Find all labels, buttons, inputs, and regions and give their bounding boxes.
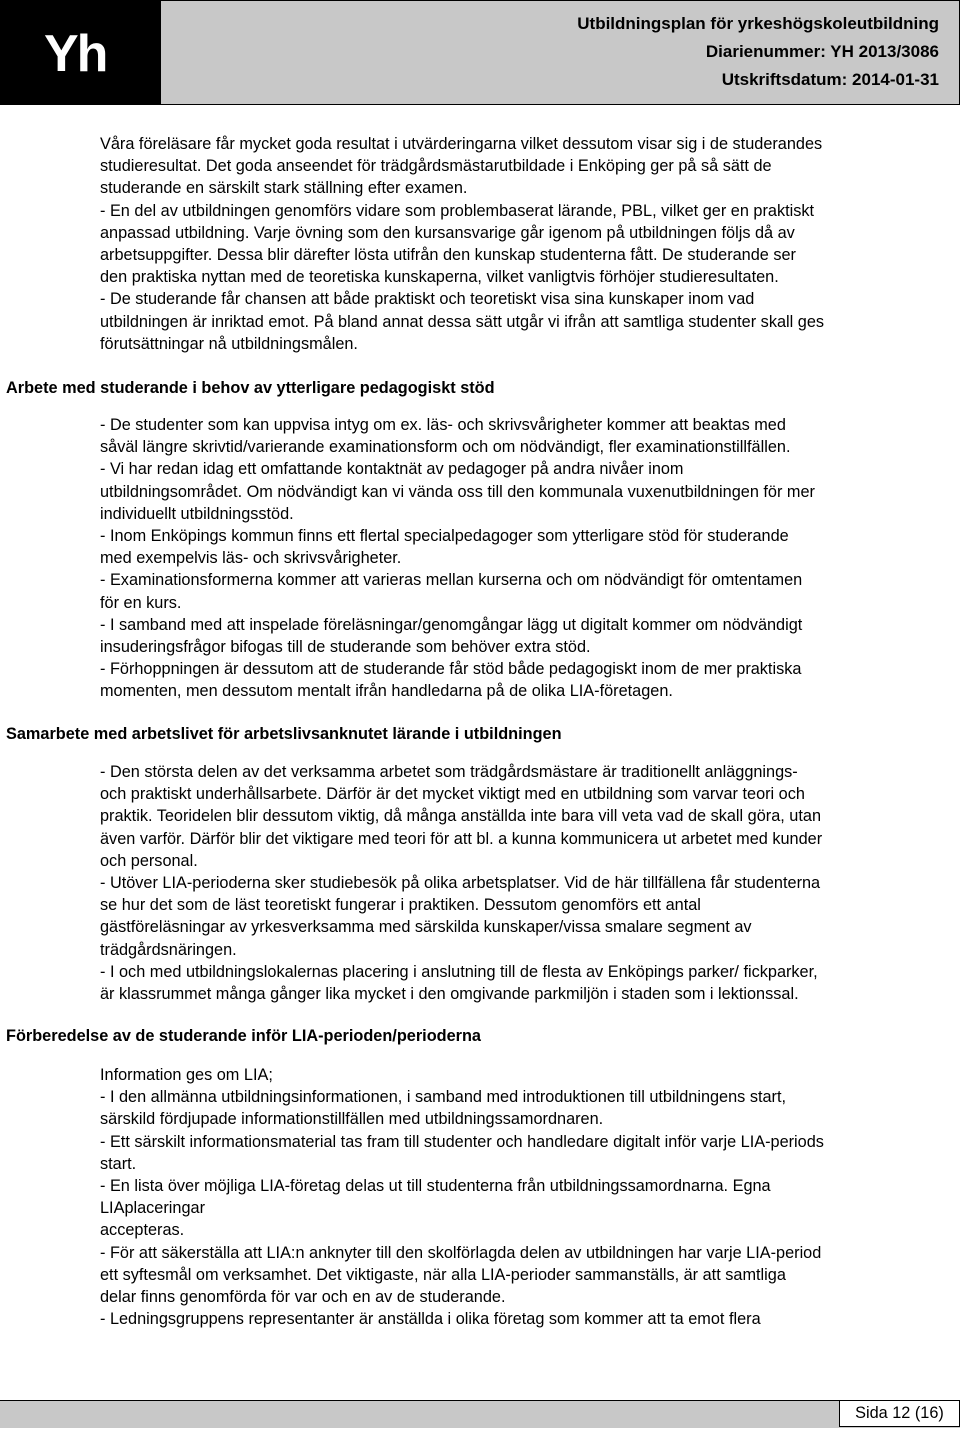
text-line: - De studenter som kan uppvisa intyg om ex. läs- och skrivsvårigheter kommer att beaktas med [100, 416, 786, 434]
text-line: utbildningen är inriktad emot. På bland annat dessa sätt utgår vi ifrån att samtliga studenter skall ges [100, 312, 825, 331]
text-line: momenten, men dessutom mentalt ifrån handledarna på de olika LIA-företagen. [100, 682, 673, 701]
intro-paragraph [100, 133, 960, 355]
text-line: - För att säkerställa att LIA:n anknyter till den skolförlagda delen av utbildningen har varje LIA-period [100, 1243, 822, 1262]
text-line: praktik. Teoridelen blir dessutom viktig, då många anställda inte bara vill veta vad de skall göra, utan [100, 807, 821, 826]
text-line: insuderingsfrågor bifogas till de studerande som behöver extra stöd. [100, 638, 591, 657]
page-number: Sida 12 (16) [839, 1400, 960, 1427]
text-line: - Ledningsgruppens representanter är anställda i olika företag som kommer att ta emot flera [100, 1310, 761, 1329]
text-line: - Examinationsformerna kommer att varieras mellan kurserna och om nödvändigt för omtentamen [100, 571, 803, 590]
text-line: - Förhoppningen är dessutom att de studerande får stöd både pedagogiskt inom de mer praktiska [100, 660, 802, 679]
text-line: - Den största delen av det verksamma arbetet som trädgårdsmästare är traditionellt anläggnings- [100, 763, 798, 781]
text-line: - Vi har redan idag ett omfattande kontaktnät av pedagoger på andra nivåer inom [100, 460, 684, 479]
text-line: start. [100, 1154, 137, 1173]
section-lia-preparation [100, 1064, 960, 1330]
page-footer [0, 1400, 960, 1428]
text-line: Information ges om LIA; [100, 1066, 273, 1084]
document-title: Utbildningsplan för yrkeshögskoleutbildning [577, 14, 939, 33]
text-line: den praktiska nyttan med de teoretiska kunskaperna, vilket vanligtvis förhöjer studieresultaten. [100, 268, 779, 287]
text-line: delar finns genomförda för var och en av de studerande. [100, 1288, 506, 1307]
text-line: även varför. Därför blir det viktigare med teori för att bl. a kunna kommunicera ut arbetet med kunder [100, 829, 823, 848]
text-line: utbildningsområdet. Om nödvändigt kan vi vända oss till den kommunala vuxenutbildningen för mer [100, 482, 815, 501]
text-line: med exempelvis läs- och skrivsvårigheter. [100, 549, 402, 568]
yh-logo [0, 0, 160, 105]
text-line: för en kurs. [100, 593, 182, 612]
text-line: - Utöver LIA-perioderna sker studiebesök på olika arbetsplatser. Vid de här tillfällena får studenterna [100, 874, 821, 893]
text-line: se hur det som de läst teoretiskt fungerar i praktiken. Dessutom genomförs ett antal [100, 896, 701, 915]
text-line: LIAplaceringar [100, 1199, 205, 1218]
section-heading-work-life: Samarbete med arbetslivet för arbetslivsanknutet lärande i utbildningen [6, 725, 562, 743]
text-line: särskild fördjupade informationstillfällen med utbildningssamordnaren. [100, 1110, 604, 1129]
text-line: och personal. [100, 851, 198, 870]
text-line: - De studerande får chansen att både praktiskt och teoretiskt visa sina kunskaper inom vad [100, 290, 755, 309]
section-heading-pedagogical-support: Arbete med studerande i behov av ytterligare pedagogiskt stöd [6, 379, 495, 397]
text-line: - Ett särskilt informationsmaterial tas fram till studenter och handledare digitalt inför varje LIA-periods [100, 1132, 824, 1151]
text-line: - En del av utbildningen genomförs vidare som problembaserat lärande, PBL, vilket ger en praktiskt [100, 201, 815, 220]
text-line: accepteras. [100, 1221, 185, 1240]
text-line: Våra föreläsare får mycket goda resultat i utvärderingarna vilket dessutom visar sig i de studerandes [100, 135, 823, 153]
diary-number: Diarienummer: YH 2013/3086 [705, 42, 939, 61]
section-work-life [100, 761, 960, 1005]
text-line: - I samband med att inspelade föreläsningar/genomgångar lägg ut digitalt kommer om nödvändigt [100, 615, 803, 634]
page-header [160, 0, 960, 105]
text-line: arbetsuppgifter. Dessa blir därefter lösta utifrån den kunskap studenterna fått. De studerande ser [100, 246, 796, 265]
text-line: studerande en särskilt stark ställning efter examen. [100, 179, 468, 198]
text-line: individuellt utbildningsstöd. [100, 504, 294, 523]
text-line: trädgårdsnäringen. [100, 940, 237, 959]
text-line: - En lista över möjliga LIA-företag delas ut till studenterna från utbildningssamordnarna. Egna [100, 1177, 771, 1196]
logo-text: Yh [44, 25, 107, 83]
text-line: - I och med utbildningslokalernas placering i anslutning till de flesta av Enköpings parker/ fickparker, [100, 962, 818, 981]
text-line: såväl längre skrivtid/varierande examinationsform och om nödvändigt, fler examinationstillfällen. [100, 438, 791, 457]
text-line: - I den allmänna utbildningsinformationen, i samband med introduktionen till utbildningens start, [100, 1088, 787, 1107]
text-line: - Inom Enköpings kommun finns ett flertal specialpedagoger som ytterligare stöd för studerande [100, 527, 789, 546]
text-line: och praktiskt underhållsarbete. Därför är det mycket viktigt med en utbildning som varvar teori och [100, 785, 805, 804]
text-line: gästföreläsningar av yrkesverksamma med särskilda kunskaper/vissa smalare segment av [100, 918, 752, 937]
section-pedagogical-support [100, 414, 960, 703]
text-line: är klassrummet många gånger lika mycket i den omgivande parkmiljön i staden som i lektionssal. [100, 985, 799, 1004]
section-heading-lia-preparation: Förberedelse av de studerande inför LIA-perioden/perioderna [6, 1027, 481, 1045]
text-line: studieresultat. Det goda anseendet för trädgårdsmästarutbildade i Enköping ger på så sätt de [100, 157, 772, 176]
text-line: anpassad utbildning. Varje övning som den kursansvarige går igenom på utbildningen följs då av [100, 223, 795, 242]
print-date: Utskriftsdatum: 2014-01-31 [721, 70, 939, 89]
text-line: ett syftesmål om verksamhet. Det viktigaste, när alla LIA-perioder sammanställs, är att samtliga [100, 1265, 786, 1284]
text-line: förutsättningar nå utbildningsmålen. [100, 334, 358, 353]
